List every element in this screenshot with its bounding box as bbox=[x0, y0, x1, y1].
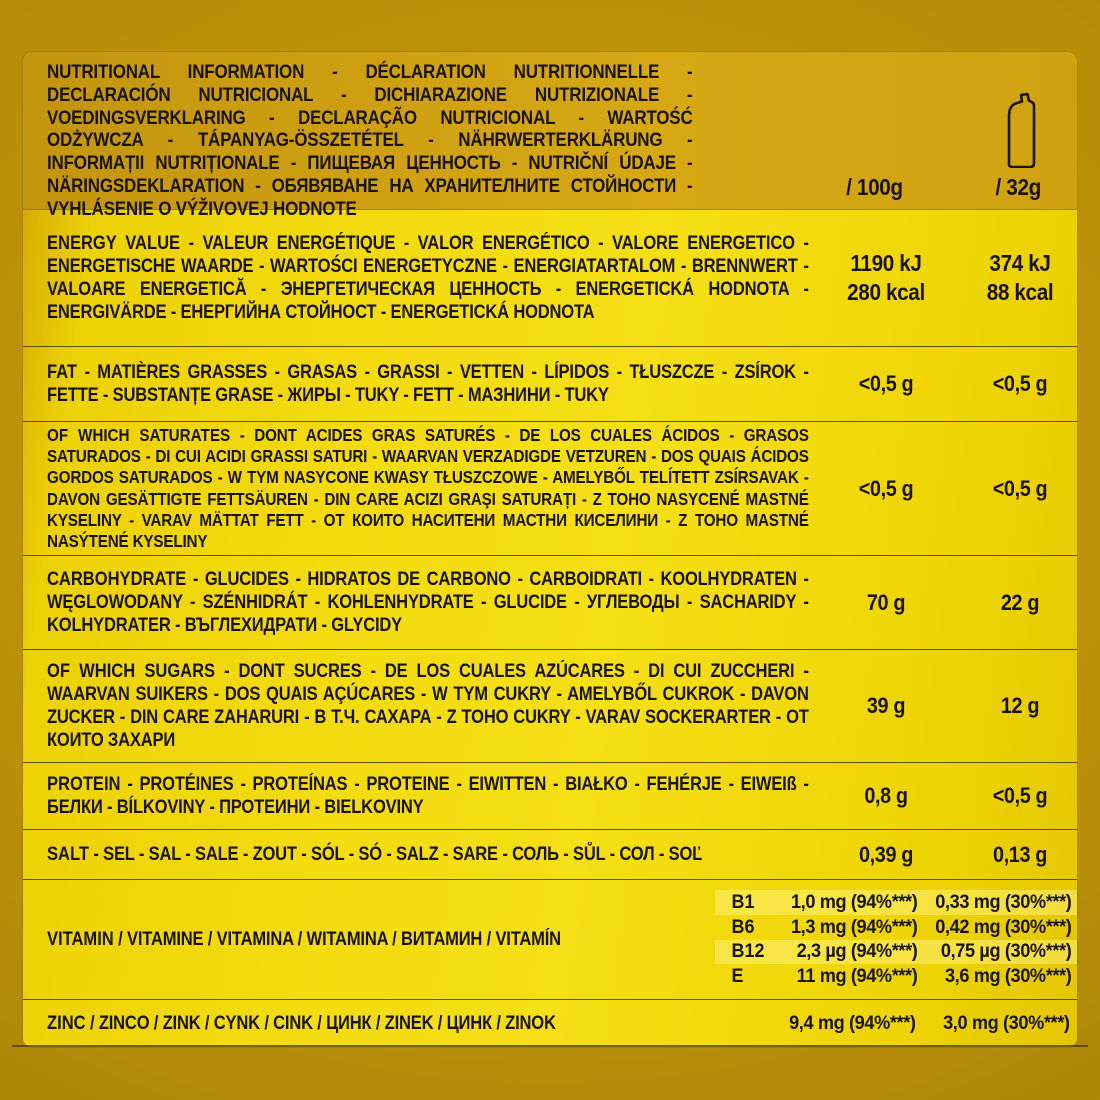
vitamin-value-32g: 3,6 mg (30%***) bbox=[944, 964, 1072, 987]
nutrition-rows bbox=[23, 210, 1077, 1047]
value-100g: 0,8 g bbox=[864, 783, 908, 808]
value-32g: 22 g bbox=[1000, 589, 1040, 615]
vitamin-value-100g: 1,0 mg (94%***) bbox=[790, 891, 918, 914]
value-100g: <0,5 g bbox=[858, 475, 914, 501]
zinc-value-100g: 9,4 mg (94%***) bbox=[789, 1012, 916, 1034]
per-100g-column-header bbox=[789, 61, 959, 209]
row-lead: FAT bbox=[47, 362, 78, 383]
row-label bbox=[47, 773, 809, 819]
value-32g: 0,13 g bbox=[993, 841, 1047, 867]
row-lead: OF WHICH SATURATES bbox=[47, 424, 231, 445]
row-translations: - DONT SUCRES - DE LOS CUALES AZÚCARES - DI CUI ZUCCHERI - WAARVAN SUIKERS - DOS QUAIS AÇÚCARES - W TYM CUKRY - AMELYBŐL CUKROK - DAVON ZUCKER - DIN CARE ZAHARURI - В Т.Ч. САХАРА - Z TOHO CUKRY - VARAV SOCKERARTER - ОТ КОИТО ЗАХАРИ bbox=[47, 661, 809, 751]
vitamin-row-e bbox=[715, 964, 1077, 989]
row-label bbox=[47, 568, 809, 637]
vitamin-table bbox=[715, 890, 1077, 988]
row-carbohydrate bbox=[23, 556, 1077, 650]
energy-kj-32g: 374 kJ bbox=[989, 250, 1051, 276]
row-lead: SALT bbox=[47, 844, 89, 865]
row-zinc bbox=[23, 1000, 1077, 1047]
row-label bbox=[47, 232, 809, 324]
energy-kj-100g: 1190 kJ bbox=[850, 250, 922, 276]
vitamin-row-b6 bbox=[715, 915, 1077, 940]
row-translations: - DONT ACIDES GRAS SATURÉS - DE LOS CUALES ÁCIDOS - GRASOS SATURADOS - DI CUI ACIDI GRASSI SATURI - WAARVAN VERZADIGDE VETZUREN - DOS QUAIS ÁCIDOS GORDOS SATURADOS - W TYM NASYCONE KWASY TŁUSZCZOWE - AMELYBŐL TELÍTETT ZSÍRSAVAK - DAVON GESÄTTIGTE FETTSÄUREN - DIN CARE ACIZI GRAŞI SATURAȚI - Z TOHO NASYCENÉ MASTNÉ KYSELINY - VARAV MÄTTAT FETT - ОТ КОИТО НАСИТЕНИ МАСТНИ КИСЕЛИНИ - Z TOHO MASTNÉ NASÝTENÉ KYSELINY bbox=[47, 424, 809, 551]
row-saturates bbox=[23, 422, 1077, 556]
row-lead: VITAMIN bbox=[47, 929, 114, 950]
vitamin-value-32g: 0,75 µg (30%***) bbox=[940, 940, 1072, 963]
row-label bbox=[47, 660, 809, 752]
vitamin-value-100g: 1,3 mg (94%***) bbox=[790, 915, 918, 938]
row-lead: OF WHICH SUGARS bbox=[47, 661, 216, 682]
row-lead: ZINC bbox=[47, 1013, 86, 1034]
vitamin-row-b1 bbox=[715, 890, 1077, 915]
row-translations: / VITAMINE / VITAMINA / WITAMINA / ВИТАМИН / VITAMÍN bbox=[113, 929, 561, 950]
row-translations: - MATIÈRES GRASSES - GRASAS - GRASSI - VETTEN - LÍPIDOS - TŁUSZCZE - ZSÍROK - FETTE - SUBSTANȚE GRASE - ЖИРЫ - TUKY - FETT - МАЗНИНИ - TUKY bbox=[47, 362, 809, 406]
row-sugars bbox=[23, 650, 1077, 763]
value-32g: <0,5 g bbox=[992, 475, 1048, 501]
header-title: NUTRITIONAL INFORMATION - DÉCLARATION NUTRITIONNELLE - DECLARACIÓN NUTRICIONAL - DICHIARAZIONE NUTRIZIONALE - VOEDINGSVERKLARING - DECLARAÇÃO NUTRICIONAL - WARTOŚĆ ODŻYWCZA - TÁPANYAG-ÖSSZETÉTEL - NÄHRWERTERKLÄRUNG - INFORMAȚII NUTRIȚIONALE - ПИЩЕВАЯ ЦЕННОСТЬ - NUTRIČNÍ ÚDAJE - NÄRINGSDEKLARATION - ОБЯВЯВАНЕ НА ХРАНИТЕЛНИТЕ СТОЙНОСТИ - VYHLÁSENIE O VÝŽIVOVEJ HODNOTE bbox=[47, 61, 693, 220]
row-label bbox=[47, 928, 715, 951]
vitamin-value-32g: 0,33 mg (30%***) bbox=[935, 891, 1072, 914]
row-fat bbox=[23, 347, 1077, 422]
zinc-value-32g: 3,0 mg (30%***) bbox=[943, 1012, 1070, 1034]
gel-sachet-icon bbox=[1000, 90, 1036, 168]
per-32g-column-header bbox=[959, 61, 1077, 209]
value-100g: 0,39 g bbox=[859, 841, 913, 867]
vitamin-name: B1 bbox=[731, 891, 755, 914]
energy-kcal-100g: 280 kcal bbox=[847, 279, 925, 305]
vitamin-name: B6 bbox=[731, 915, 755, 938]
vitamin-row-b12 bbox=[715, 940, 1077, 965]
row-label bbox=[47, 843, 809, 866]
row-energy-value bbox=[23, 210, 1077, 347]
row-translations: - SEL - SAL - SALE - ZOUT - SÓL - SÓ - SALZ - SARE - СОЛЬ - SŮL - СОЛ - SOĽ bbox=[88, 844, 703, 865]
row-translations: - PROTÉINES - PROTEÍNAS - PROTEINE - EIWITTEN - BIAŁKO - FEHÉRJE - EIWEIß - БЕЛКИ - BÍLKOVINY - ПРОТЕИНИ - BIELKOVINY bbox=[47, 774, 809, 818]
label-header bbox=[23, 52, 1077, 220]
energy-kcal-32g: 88 kcal bbox=[986, 279, 1054, 305]
row-label bbox=[47, 361, 809, 407]
row-translations: - GLUCIDES - HIDRATOS DE CARBONO - CARBOIDRATI - KOOLHYDRATEN - WĘGLOWODANY - SZÉNHIDRÁT - KOHLENHYDRATE - GLUCIDE - УГЛЕВОДЫ - SACHARIDY - KOLHYDRATER - ВЪГЛЕХИДРАТИ - GLYCIDY bbox=[47, 569, 809, 636]
row-lead: PROTEIN bbox=[47, 774, 121, 795]
vitamin-name: B12 bbox=[731, 940, 765, 963]
vitamin-value-100g: 2,3 µg (94%***) bbox=[796, 940, 918, 963]
vitamin-value-100g: 11 mg (94%***) bbox=[796, 964, 918, 987]
row-label bbox=[47, 425, 809, 552]
per-100g-label: / 100g bbox=[845, 174, 903, 200]
value-100g bbox=[817, 250, 956, 306]
row-salt bbox=[23, 830, 1077, 880]
value-32g: <0,5 g bbox=[992, 371, 1048, 396]
value-32g bbox=[969, 250, 1072, 306]
row-protein bbox=[23, 763, 1077, 830]
value-100g: 70 g bbox=[866, 589, 906, 615]
row-translations: / ZINCO / ZINK / CYNK / CINK / ЦИНК / ZINEK / ЦИНК / ZINOK bbox=[85, 1013, 556, 1034]
row-lead: CARBOHYDRATE bbox=[47, 569, 187, 590]
value-32g: <0,5 g bbox=[992, 783, 1048, 808]
row-label bbox=[47, 1012, 715, 1035]
vitamin-value-32g: 0,42 mg (30%***) bbox=[935, 915, 1072, 938]
vitamin-name: E bbox=[731, 964, 744, 987]
value-32g: 12 g bbox=[1000, 693, 1040, 718]
row-translations: - VALEUR ENERGÉTIQUE - VALOR ENERGÉTICO - VALORE ENERGETICO - ENERGETISCHE WAARDE - WARTOŚCI ENERGETYCZNE - ENERGIATARTALOM - BRENNWERT - VALOARE ENERGETICĂ - ЭНЕРГЕТИЧЕСКАЯ ЦЕННОСТЬ - ENERGETICKÁ HODNOTA - ENERGIVÄRDE - ЕНЕРГИЙНА СТОЙНОСТ - ENERGETICKÁ HODNOTA bbox=[47, 233, 809, 323]
nutrition-label-card bbox=[23, 52, 1077, 1047]
value-100g: <0,5 g bbox=[858, 371, 914, 396]
row-lead: ENERGY VALUE bbox=[47, 233, 181, 254]
header-title-block bbox=[47, 61, 789, 220]
bottom-divider bbox=[12, 1045, 1088, 1047]
value-100g: 39 g bbox=[866, 693, 906, 718]
per-32g-label: / 32g bbox=[995, 174, 1041, 200]
row-vitamin bbox=[23, 880, 1077, 1000]
